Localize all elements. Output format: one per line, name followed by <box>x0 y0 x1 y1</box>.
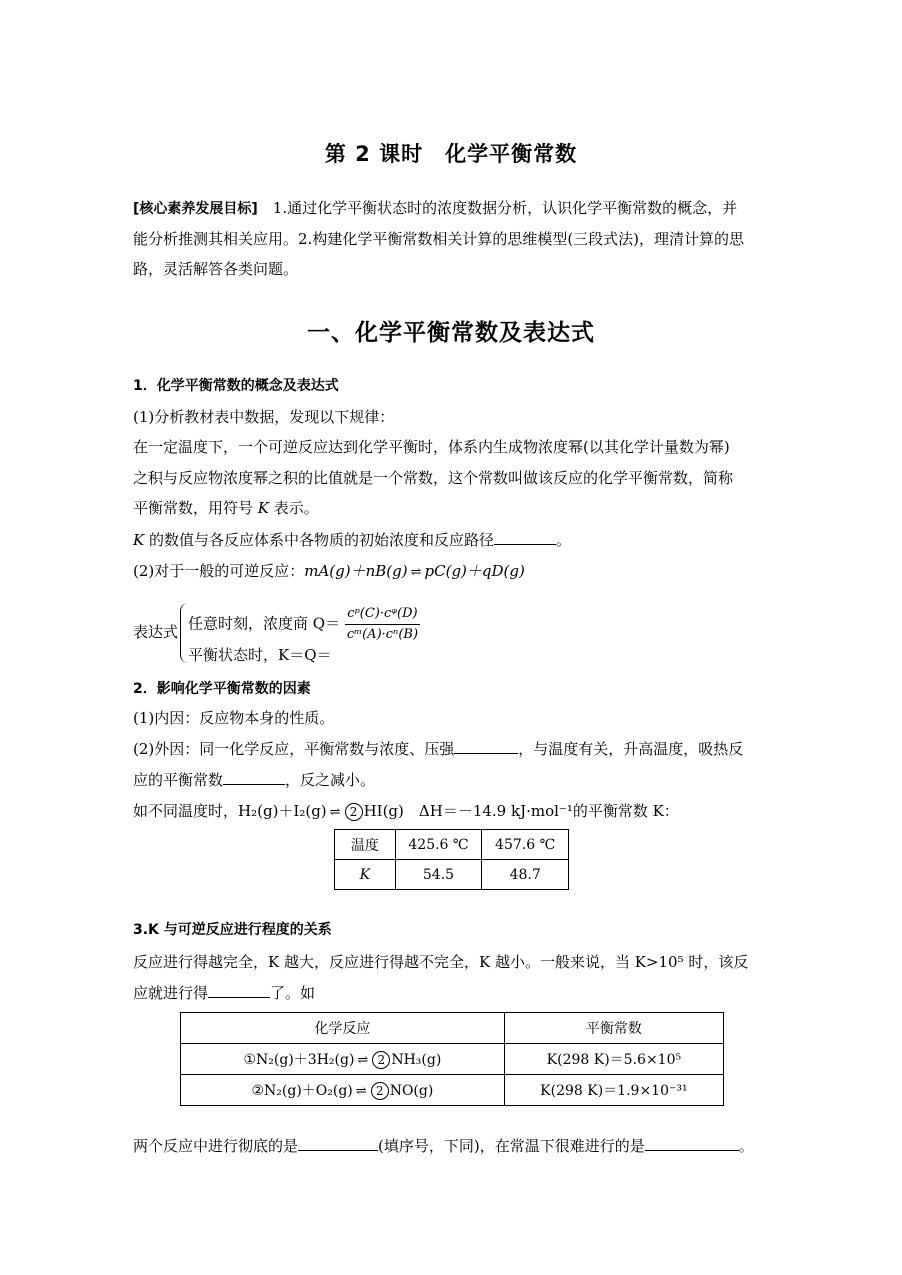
equilibrium-arrow-icon: ⇌ <box>329 805 341 820</box>
table-row: ①N₂(g)＋3H₂(g) ⇌ 2 NH₃(g) K(298 K)＝5.6×10⁵ <box>181 1044 724 1075</box>
goals-line-1: [核心素养发展目标] 1.通过化学平衡状态时的浓度数据分析，认识化学平衡常数的概念，并 <box>133 199 738 217</box>
goals-line-3: 路，灵活解答各类问题。 <box>133 260 299 278</box>
p1-line1: 在一定温度下，一个可逆反应达到化学平衡时，体系内生成物浓度幂(以其化学计量数为幂) <box>133 438 730 456</box>
p3-line1: 反应进行得越完全，K 越大，反应进行得越不完全，K 越小。一般来说，当 K>10⁵ 时，该反 <box>133 953 749 971</box>
table-row: ②N₂(g)＋O₂(g) ⇌ 2 NO(g) K(298 K)＝1.9×10⁻³¹ <box>181 1075 724 1106</box>
temperature-table: 温度 425.6 ℃ 457.6 ℃ K 54.5 48.7 <box>334 829 569 890</box>
answer-blank-1[interactable] <box>494 530 556 545</box>
section-title: 一、化学平衡常数及表达式 <box>307 320 595 346</box>
reaction-table: 化学反应 平衡常数 ①N₂(g)＋3H₂(g) ⇌ 2 NH₃(g) K(298 K)＝5.6×10⁵ ②N₂(g)＋O₂(g) ⇌ 2 NO(g) K(298 K)＝1.9×10⁻³¹ <box>180 1012 724 1106</box>
answer-blank-6[interactable] <box>645 1136 739 1151</box>
concentration-quotient: $\frac{\text{cᵖ(C)·cᵠ(D)}}{\text{cᵐ(A)·cⁿ(B)}}$ <box>346 606 419 642</box>
heading-3: 3.K 与可逆反应进行程度的关系 <box>133 922 332 938</box>
answer-blank-3[interactable] <box>223 770 285 785</box>
p1-line3: 平衡常数，用符号 K 表示。 <box>133 499 319 517</box>
expr-label: 表达式 <box>133 623 179 641</box>
p1-line2: 之积与反应物浓度幂之积的比值就是一个常数，这个常数叫做该反应的化学平衡常数，简称 <box>133 469 734 487</box>
equilibrium-arrow-icon: ⇌ <box>410 565 422 580</box>
answer-blank-5[interactable] <box>298 1136 378 1151</box>
p1-sub2: (2)对于一般的可逆反应：mA(g)＋nB(g) ⇌ pC(g)＋qD(g) <box>133 562 525 580</box>
heading-2: 2．影响化学平衡常数的因素 <box>133 681 311 697</box>
p2-example: 如不同温度时，H₂(g)＋I₂(g) ⇌ 2 HI(g) ΔH＝－14.9 kJ·mol⁻¹的平衡常数 K： <box>133 802 679 820</box>
heading-1: 1．化学平衡常数的概念及表达式 <box>133 378 339 394</box>
equilibrium-arrow-icon: ⇌ <box>355 1084 367 1099</box>
p2-sub1: (1)内因：反应物本身的性质。 <box>133 709 335 727</box>
p1-sub1: (1)分析教材表中数据，发现以下规律： <box>133 408 395 426</box>
p2-sub2: (2)外因：同一化学反应，平衡常数与浓度、压强 ，与温度有关，升高温度，吸热反 <box>133 740 744 758</box>
p2-sub2-cont: 应的平衡常数 ，反之减小。 <box>133 771 376 789</box>
answer-blank-2[interactable] <box>454 739 518 754</box>
p3-line2: 应就进行得 了。如 <box>133 984 316 1002</box>
goals-line-2: 能分析推测其相关应用。2.构建化学平衡常数相关计算的思维模型(三段式法)，理清计算的思 <box>133 230 745 248</box>
equilibrium-arrow-icon: ⇌ <box>357 1053 369 1068</box>
expr-line-1: 任意时刻，浓度商 Q＝ $\frac{\text{cᵖ(C)·cᵠ(D)}}{\text{cᵐ(A)·cⁿ(B)}}$ <box>188 604 420 645</box>
goals-label: [核心素养发展目标] <box>133 201 258 217</box>
p1-line4: K 的数值与各反应体系中各物质的初始浓度和反应路径 。 <box>133 531 572 549</box>
expr-line-2: 平衡状态时，K＝Q＝ <box>188 646 332 664</box>
p3-final: 两个反应中进行彻底的是 (填序号，下同)，在常温下很难进行的是 。 <box>133 1137 754 1155</box>
page-title: 第 2 课时 化学平衡常数 <box>324 142 578 166</box>
answer-blank-4[interactable] <box>208 983 270 998</box>
